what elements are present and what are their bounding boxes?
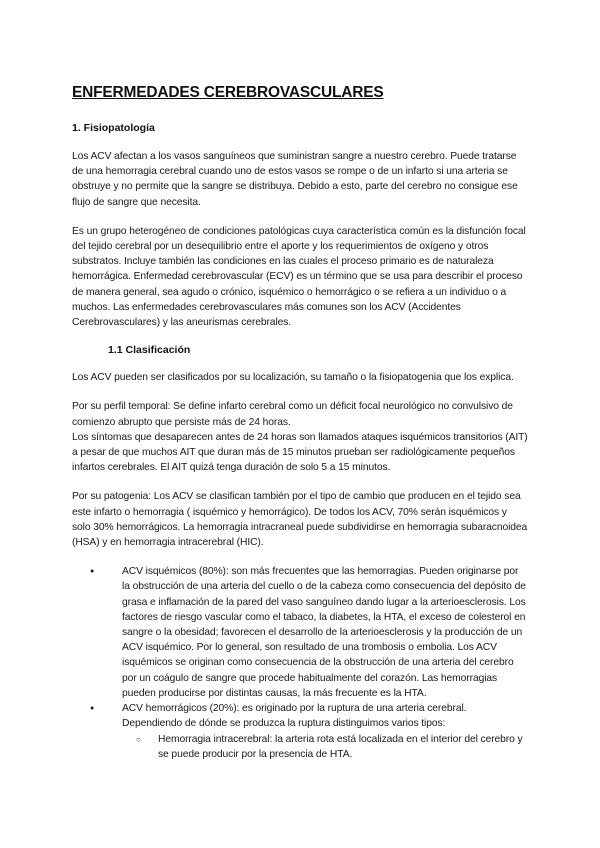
paragraph-definition: Es un grupo heterogéneo de condiciones patológicas cuya característica común es la disfunción focal del tejido cerebral por un desequilibrio entre el aporte y los requerimientos de oxígeno y otros substratos. Incluye también las condiciones en las cuales el proceso primario es de naturaleza hemorrágica. Enfermedad cerebrovascular (ECV) es un término que se usa para describir el proceso de manera general, sea agudo o crónico, isquémico o hemorrágico o se refiera a un individuo o a muchos. Las enfermedades cerebrovasculares más comunes son los ACV (Accidentes Cerebrovasculares) y las aneurismas cerebrales. (72, 225, 526, 329)
list-item-text: ACV hemorrágicos (20%): es originado por la ruptura de una arteria cerebral. Dependiendo de dónde se produzca la ruptura distinguimos varios tipos: (122, 703, 467, 730)
list-item-acv-isquemicos: ● ACV isquémicos (80%): son más frecuentes que las hemorragias. Pueden originarse por la obstrucción de una arteria del cuello o de la cabeza como consecuencia del depósito de grasa e inflamación de la pared del vaso sanguíneo dando lugar a la arterioesclerosis. Los factores de riesgo vascular como el tabaco, la diabetes, la HTA, el exceso de colesterol en sangre o la obesidad; favorecen el desarrollo de la arterioesclerosis y la producción de un ACV isquémico. Por lo general, son resultado de una trombosis o embolia. Los ACV isquémicos se originan como consecuencia de la obstrucción de una arteria del cerebro por un coágulo de sangre que procede habitualmente del corazón. Las hemorragias pueden producirse por distintas causas, la más frecuente es la HTA. (108, 564, 528, 701)
document-title: ENFERMEDADES CEREBROVASCULARES (72, 84, 384, 101)
hemorrhage-types-list (122, 732, 528, 762)
section-heading-fisiopatologia: 1. Fisiopatología (72, 122, 155, 134)
acv-types-list (72, 564, 528, 762)
paragraph-intro: Los ACV afectan a los vasos sanguíneos que suministran sangre a nuestro cerebro. Puede tratarse de una hemorragia cerebral cuando uno de estos vasos se rompe o de un infarto si una arteria se obstruye y no permite que la sangre se distribuya. Debido a esto, parte del cerebro no consigue ese flujo de sangre que necesita. (72, 151, 518, 208)
list-item-hemorragia-intracerebral: ○ Hemorragia intracerebral: la arteria rota está localizada en el interior del cerebro y se puede producir por la presencia de HTA. (146, 732, 528, 762)
list-item-acv-hemorragicos (108, 701, 528, 762)
paragraph-perfil-temporal: Por su perfil temporal: Se define infarto cerebral como un déficit focal neurológico no convulsivo de comienzo abrupto que persiste más de 24 horas. (72, 401, 513, 428)
paragraph-patogenia: Por su patogenia: Los ACV se clasifican también por el tipo de cambio que producen en el tejido sea este infarto o hemorragia ( isquémico y hemorrágico). De todos los ACV, 70% serán isquémicos y solo 30% hemorrágicos. La hemorragia intracraneal puede subdividirse en hemorragia subaracnoidea (HSA) y en hemorragia intracerebral (HIC). (72, 491, 528, 549)
paragraph-clasificacion: Los ACV pueden ser clasificados por su localización, su tamaño o la fisiopatogenia que los explica. (72, 372, 514, 384)
subsection-heading-clasificacion: 1.1 Clasificación (108, 344, 191, 357)
paragraph-ait: Los síntomas que desaparecen antes de 24 horas son llamados ataques isquémicos transitorios (AIT) a pesar de que muchos AIT que duran más de 15 minutos prueban ser radiológicamente pequeños infartos cerebrales. El AIT quizá tenga duración de solo 5 a 15 minutos. (72, 431, 528, 474)
